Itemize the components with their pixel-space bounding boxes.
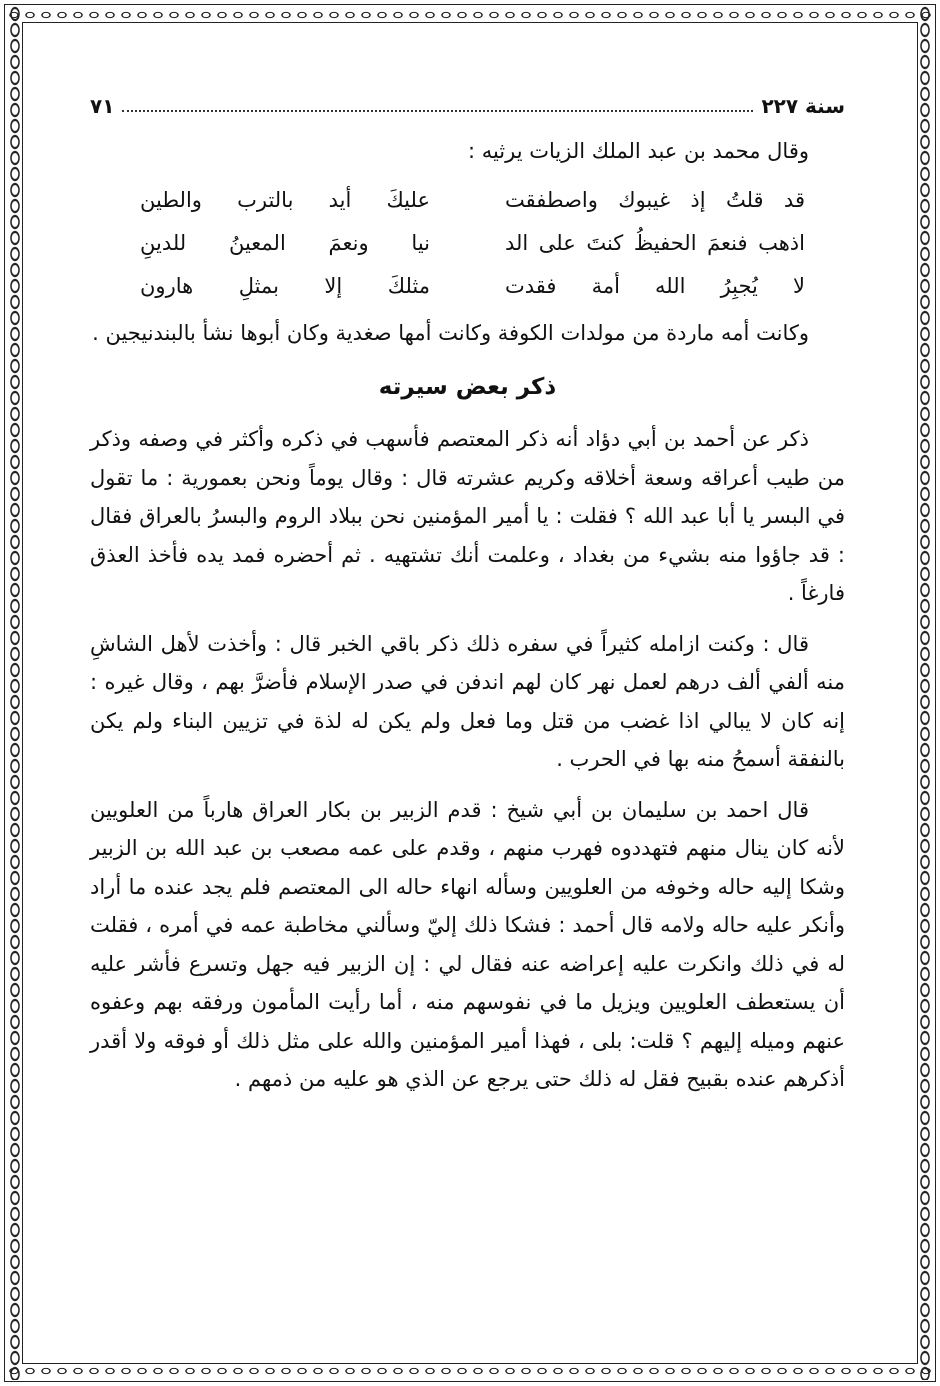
poem-verse — [90, 265, 845, 308]
verse-first-hemistich: قد قلتُ إذ غيبوك واصطفقت — [505, 187, 805, 212]
poem-verse — [90, 222, 845, 265]
ornamental-border-left — [8, 6, 22, 1380]
verse-second-hemistich: عليكَ أيد بالترب والطين — [140, 187, 430, 212]
body-paragraph: قال : وكنت ازامله كثيراً في سفره ذلك ذكر باقي الخبر قال : وأخذت لأهل الشاشِ منه ألفي ألف درهم لعمل نهر كان لهم اندفن في صدر الإسلام فأضرَّ بهم ، وقال غيره : إنه كان لا يبالي اذا غضب من قتل وما فعل ولم يكن له لذة في تزيين البناء ولم يكن بالنفقة أسمحُ منه بها في الحرب . — [90, 631, 845, 771]
poem-verse — [90, 179, 845, 222]
page-number: ٧١ — [90, 94, 115, 118]
mother-paragraph: وكانت أمه ماردة من مولدات الكوفة وكانت أمها صغدية وكان أبوها نشأ بالبندنيجين . — [92, 320, 809, 345]
running-head — [90, 88, 845, 118]
running-head-dotted-rule — [122, 110, 753, 112]
section-heading: ذكر بعض سيرته — [378, 374, 557, 400]
body-paragraph: ذكر عن أحمد بن أبي دؤاد أنه ذكر المعتصم فأسهب في ذكره وأكثر في وصفه وذكر من طيب أعراقه وسعة أخلاقه وكريم عشرته قال : وقال يوماً ونحن بعمورية : ما تقول في البسر يا أبا عبد الله ؟ فقلت : يا أمير المؤمنين نحن ببلاد الروم والبسرُ بالعراق فقال : قد جاؤوا منه بشيء من بغداد ، وعلمت أنك تشتهيه . ثم أحضره فمد يده فأخذ العذق فارغاً . — [90, 427, 845, 605]
ornamental-border-right — [918, 6, 932, 1380]
running-head-year: سنة ٢٢٧ — [761, 94, 845, 118]
ornamental-border-bottom — [6, 1364, 934, 1378]
poem — [90, 179, 845, 308]
body-paragraph: قال احمد بن سليمان بن أبي شيخ : قدم الزبير بن بكار العراق هارباً من العلويين لأنه كان ينال منهم فتهددوه فهرب منهم ، وقدم على عمه مصعب بن عبد الله بن الزبير وشكا إليه حاله وخوفه من العلويين وسأله انهاء حاله الى المعتصم فلم يجد عنده ما أراد وأنكر عليه حاله ولامه قال أحمد : فشكا ذلك إليّ وسألني مخاطبة عمه في أمره ، فقلت له في ذلك وانكرت عليه إعراضه عنه فقال لي : إن الزبير فيه جهل وتسرع فأشر عليه أن يستعطف العلويين ويزيل ما في نفوسهم منه ، أما رأيت المأمون ورفقه بهم وعفوه عنهم وميله إليهم ؟ قلت: بلى ، فهذا أمير المؤمنين والله على مثل ذلك أو فوقه ولا أقدر أذكرهم عنده بقبيح فقل له ذلك حتى يرجع عن الذي هو عليه من ذمهم . — [90, 797, 845, 1091]
poem-intro: وقال محمد بن عبد الملك الزيات يرثيه : — [467, 139, 809, 163]
verse-first-hemistich: لا يُجبِرُ الله أمة فقدت — [505, 273, 805, 298]
page-content — [90, 88, 845, 1099]
ornamental-border-top — [6, 8, 934, 22]
verse-first-hemistich: اذهب فنعمَ الحفيظُ كنتَ على الد — [505, 230, 805, 255]
verse-second-hemistich: مثلكَ إلا بمثلِ هارون — [140, 273, 430, 298]
verse-second-hemistich: نيا ونعمَ المعينُ للدينِ — [140, 230, 430, 255]
